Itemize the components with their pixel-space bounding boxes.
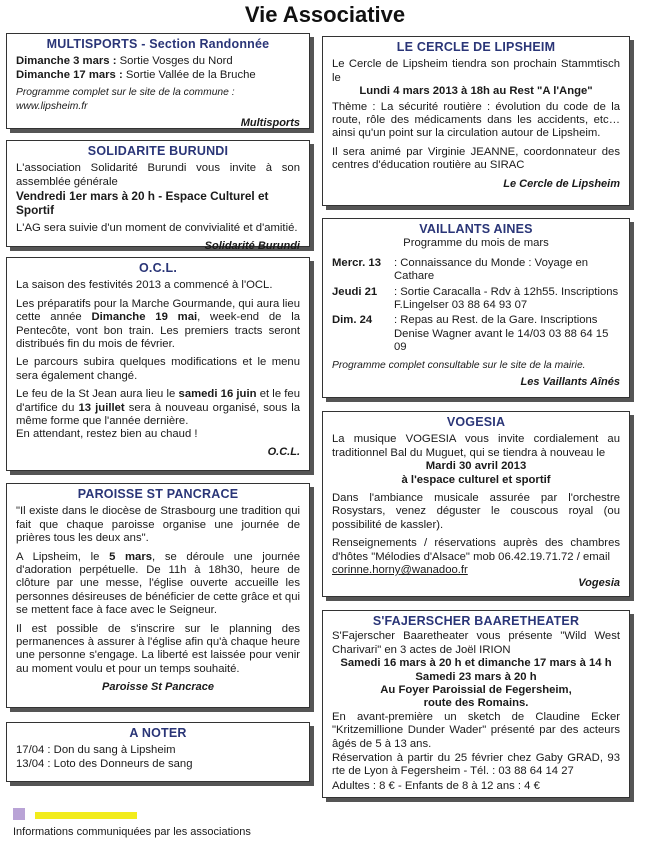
vaillants-note: Programme complet consultable sur le site de la mairie.: [332, 359, 586, 371]
vogesia-event-date: Mardi 30 avril 2013: [425, 460, 527, 473]
fajerscher-dates: Samedi 23 mars à 20 h: [415, 670, 537, 683]
burundi-after: L'AG sera suivie d'un moment de convivialité et d'amitié.: [16, 222, 298, 235]
anoter-box: [6, 722, 310, 782]
schedule-date: Jeudi 21: [332, 285, 378, 298]
vaillants-title: VAILLANTS AINES: [419, 222, 533, 236]
paroisse-signature: Paroisse St Pancrace: [102, 681, 214, 694]
cercle-event: Lundi 4 mars 2013 à 18h au Rest "A l'Ange": [359, 85, 593, 98]
fajerscher-place: route des Romains.: [423, 697, 529, 710]
fajerscher-box: [322, 610, 630, 798]
ocl-title: O.C.L.: [138, 261, 177, 275]
anoter-title: A NOTER: [129, 726, 187, 740]
vogesia-paragraph: Renseignements / réservations auprès des chambres d'hôtes "Mélodies d'Alsace" mob 06.42.19.71.72 / email: [332, 537, 620, 563]
cercle-title: LE CERCLE DE LIPSHEIM: [396, 40, 556, 54]
cercle-paragraph: Le Cercle de Lipsheim tiendra son prochain Stammtisch le: [332, 58, 620, 84]
cercle-box: [322, 36, 630, 206]
burundi-title: SOLIDARITE BURUNDI: [87, 144, 229, 158]
ocl-paragraph: Les préparatifs pour la Marche Gourmande, qui aura lieu cette année Dimanche 19 mai, week-end de la Pentecôte, vont bon train. Les premiers tracts seront distribués fin du mois de février.: [16, 297, 300, 351]
ocl-signature: O.C.L.: [267, 445, 300, 458]
paroisse-paragraph: "Il existe dans le diocèse de Strasbourg une tradition qui fait que chaque paroisse organise une journée de prières tous les deux ans".: [16, 505, 300, 545]
schedule-date: Dim. 24: [332, 314, 373, 327]
ocl-box: [6, 257, 310, 471]
ocl-paragraph: Le feu de la St Jean aura lieu le samedi 16 juin et le feu d'artifice du 13 juillet sera à nouveau organisé, sous la même forme que l'année dernière.: [16, 388, 300, 428]
fajerscher-paragraph: Réservation à partir du 25 février chez Gaby GRAD, 93 rte de Lyon à Fegersheim - Tél. : 03 88 64 14 27: [332, 752, 620, 778]
multisports-event: Dimanche 17 mars : Sortie Vallée de la Bruche: [16, 68, 256, 81]
schedule-text: : Repas au Rest. de la Gare. Inscriptions Denise Wagner avant le 14/03 03 88 64 15 09: [394, 314, 609, 354]
paroisse-title: PAROISSE ST PANCRACE: [77, 487, 239, 501]
schedule-text: : Connaissance du Monde : Voyage en Cathare: [394, 256, 589, 283]
page-footer: Informations communiquées par les associations: [13, 826, 251, 838]
vogesia-paragraph: La musique VOGESIA vous invite cordialement au traditionnel Bal du Muguet, qui se tiendra à nouveau le: [332, 433, 620, 459]
anoter-item: 17/04 : Don du sang à Lipsheim: [16, 744, 176, 757]
fajerscher-paragraph: Adultes : 8 € - Enfants de 8 à 12 ans : 4 €: [332, 779, 540, 792]
paroisse-paragraph: Il est possible de s'inscrire sur le planning des permanences à assurer à l'église afin qu'à chaque heure une personne s'engage. La liberté est laissée pour venir au moment voulu et pour un temps souhaité.: [16, 622, 300, 675]
vaillants-signature: Les Vaillants Aînés: [520, 376, 620, 389]
vaillants-subtitle: Programme du mois de mars: [403, 237, 549, 250]
schedule-date: Mercr. 13: [332, 256, 381, 269]
paroisse-box: [6, 483, 310, 708]
multisports-box: [6, 33, 310, 129]
fajerscher-place: Au Foyer Paroissial de Fegersheim,: [380, 684, 572, 697]
vogesia-title: VOGESIA: [446, 415, 506, 429]
ocl-paragraph: En attendant, restez bien au chaud !: [16, 428, 198, 441]
cercle-paragraph: Thème : La sécurité routière : évolution du code de la route, rôle des médicaments dans les accidents, etc… ainsi qu'un point sur la circulation autour de Lipsheim.: [332, 100, 620, 140]
vogesia-event-place: à l'espace culturel et sportif: [401, 473, 551, 486]
multisports-title: MULTISPORTS - Section Randonnée: [46, 37, 270, 51]
vogesia-email-link[interactable]: corinne.horny@wanadoo.fr: [332, 564, 468, 577]
multisports-event: Dimanche 3 mars : Sortie Vosges du Nord: [16, 55, 233, 68]
vaillants-box: [322, 218, 630, 398]
vogesia-paragraph: Dans l'ambiance musicale assurée par l'orchestre Rosystars, venez déguster le couscous royal (ou possibilité de kassler).: [332, 492, 620, 531]
page-title: Vie Associative: [244, 2, 406, 27]
cercle-paragraph: Il sera animé par Virginie JEANNE, coordonnateur des centres d'éducation routière au SIRAC: [332, 145, 620, 172]
fajerscher-title: S'FAJERSCHER BAARETHEATER: [372, 614, 580, 628]
fajerscher-paragraph: S'Fajerscher Baaretheater vous présente "Wild West Charivari" en 3 actes de Joël IRION: [332, 630, 620, 656]
burundi-signature: Solidarité Burundi: [204, 240, 300, 253]
purple-square-decoration: [13, 808, 25, 820]
burundi-box: [6, 140, 310, 253]
burundi-intro: L'association Solidarité Burundi vous invite à son assemblée générale: [16, 162, 300, 188]
multisports-signature: Multisports: [240, 117, 300, 130]
burundi-event: Vendredi 1er mars à 20 h - Espace Culturel et Sportif: [16, 189, 269, 217]
multisports-note: Programme complet sur le site de la commune : www.lipsheim.fr: [16, 87, 235, 112]
fajerscher-paragraph: En avant-première un sketch de Claudine Ecker "Kritzemillione Dunder Wader" présenté par des acteurs âgés de 5 à 13 ans.: [332, 710, 620, 750]
ocl-paragraph: La saison des festivités 2013 a commencé à l'OCL.: [16, 279, 273, 292]
vaillants-schedule: [332, 257, 620, 355]
cercle-signature: Le Cercle de Lipsheim: [503, 177, 620, 190]
ocl-paragraph: Le parcours subira quelques modifications et le menu sera également changé.: [16, 356, 300, 382]
fajerscher-dates: Samedi 16 mars à 20 h et dimanche 17 mars à 14 h: [340, 657, 612, 670]
anoter-item: 13/04 : Loto des Donneurs de sang: [16, 757, 193, 770]
paroisse-paragraph: A Lipsheim, le 5 mars, se déroule une journée d'adoration perpétuelle. De 11h à 18h30, heure de clôture par une messe, l'église ouverte accueille les personnes désireuses de bénéficier de cette grâce et qui se mettent face à face avec le Seigneur.: [16, 550, 300, 617]
yellow-bar-decoration: [35, 812, 137, 819]
schedule-text: : Sortie Caracalla - Rdv à 12h55. Inscriptions F.Lingelser 03 88 64 93 07: [394, 285, 619, 312]
vogesia-signature: Vogesia: [578, 577, 620, 590]
vogesia-box: [322, 411, 630, 597]
